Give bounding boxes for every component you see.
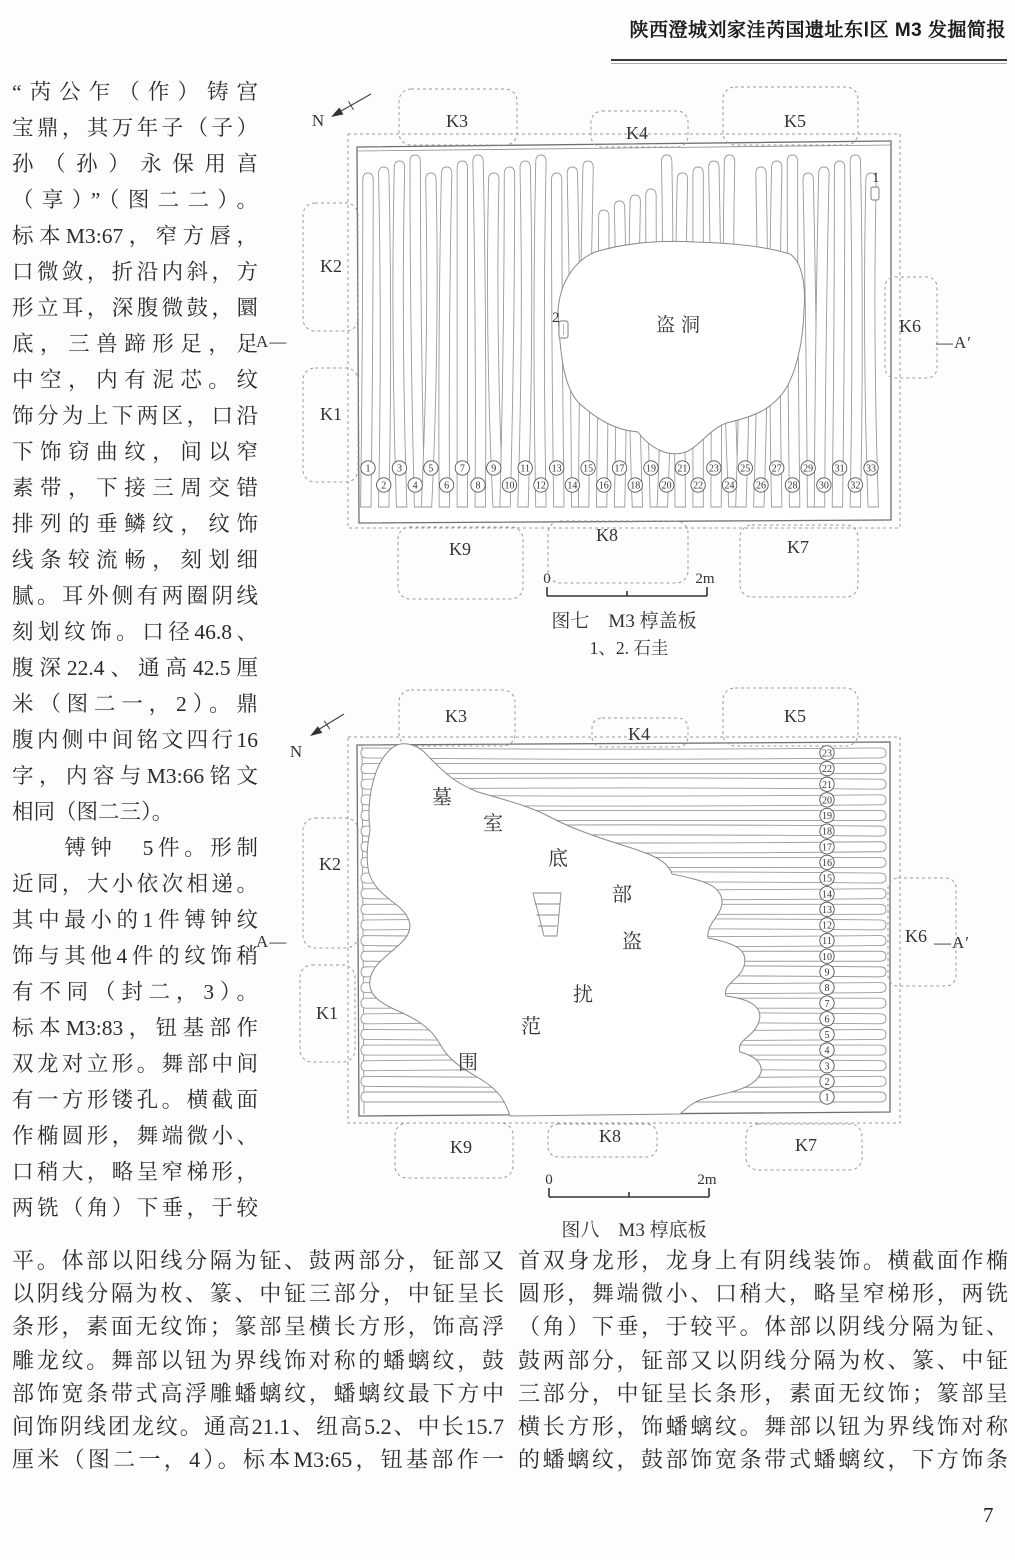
text-line: 首双身龙形，龙身上有阴线装饰。横截面作椭 (518, 1248, 1008, 1273)
north-label: N (289, 742, 303, 761)
plank-number: 20 (822, 795, 832, 807)
disturbed-area-char: 盗 (622, 931, 642, 953)
stone-gui-1-label: 1 (872, 170, 880, 186)
niche-k5-label: K5 (784, 111, 806, 131)
figure8-caption: 图八 M3 椁底板 (561, 1220, 707, 1241)
section-a-prime-label: —A′ (934, 933, 970, 952)
disturbed-area-char: 部 (612, 884, 632, 906)
text-line: 腹深22.4、通高42.5厘 (12, 656, 258, 680)
niche-k2 (303, 818, 358, 948)
scale-bar (547, 587, 707, 596)
plank-number: 3 (396, 463, 402, 475)
text-line: （享）”（图二二）。 (12, 188, 258, 212)
text-line: 横长方形，饰蟠螭纹。舞部以钮为界线饰对称 (518, 1414, 1008, 1440)
text-line: 饰分为上下两区，口沿 (12, 404, 258, 428)
plank-number: 25 (740, 463, 751, 475)
plank-number: 17 (822, 842, 832, 854)
plank-number: 9 (824, 967, 830, 979)
plank-number: 22 (822, 764, 832, 776)
north-arrow (331, 94, 371, 117)
text-line: 两铣（角）下垂，于较 (12, 1196, 258, 1220)
plank-number: 12 (535, 480, 546, 492)
text-line: 腻。耳外侧有两圈阴线 (12, 584, 258, 608)
niche-k2-label: K2 (319, 854, 341, 874)
plank-number: 16 (822, 858, 832, 869)
plank-number: 10 (504, 480, 515, 492)
text-line: 雕龙纹。舞部以钮为界线饰对称的蟠螭纹，鼓 (12, 1347, 504, 1373)
scale-bar (549, 1188, 709, 1197)
niche-k9-label: K9 (450, 1137, 472, 1157)
plank-number: 11 (520, 463, 531, 475)
stone-gui-2-label: 2 (552, 310, 560, 326)
text-line: 间饰阴线团龙纹。通高21.1、纽高5.2、中长15.7 (12, 1414, 504, 1440)
plank-number: 2 (381, 480, 387, 492)
plank (832, 161, 845, 507)
plank-number: 22 (693, 480, 704, 492)
niche-k4-label: K4 (626, 123, 648, 143)
plank-number: 3 (824, 1061, 830, 1073)
disturbed-area-char: 室 (483, 813, 503, 835)
disturbed-area-char: 围 (458, 1052, 478, 1074)
plank-number: 17 (614, 463, 625, 475)
text-line: 相同（图二三）。 (12, 800, 174, 824)
text-line: 标本M3:67，窄方唇， (12, 224, 258, 248)
disturbed-area-char: 墓 (432, 787, 452, 809)
plank-number: 18 (822, 826, 832, 838)
plank-number: 21 (677, 463, 688, 475)
text-line: 刻划纹饰。口径46.8、 (12, 620, 258, 644)
text-line: 有不同（封二，3）。 (12, 980, 258, 1004)
plank-number: 1 (365, 463, 371, 475)
plank-number: 9 (491, 463, 497, 475)
text-line: （角）下垂，于较平。体部以阴线分隔为钲、 (518, 1314, 1008, 1340)
plank-number: 19 (645, 463, 656, 475)
text-line: 素带，下接三周交错 (12, 476, 258, 500)
plank-number: 23 (822, 748, 832, 760)
plank (361, 173, 374, 507)
disturbed-area-char: 扰 (573, 984, 593, 1006)
text-line: 以阴线分隔为枚、篆、中钲三部分，中钲呈长 (12, 1281, 504, 1307)
text-line: 形立耳，深腹微鼓，圜 (12, 296, 258, 320)
niche-k5-label: K5 (784, 706, 806, 726)
stone-gui-1 (871, 187, 879, 200)
plank-number: 6 (824, 1014, 830, 1026)
text-line: 腹内侧中间铭文四行16 (12, 728, 258, 752)
disturbed-area-char: 底 (548, 848, 568, 870)
text-line: 宝鼎，其万年子（子） (12, 116, 258, 140)
plank-number: 4 (824, 1045, 830, 1057)
plank-number: 33 (866, 463, 877, 475)
section-a-label: A— (256, 932, 288, 951)
scale-start: 0 (543, 571, 551, 587)
north-arrow (310, 714, 344, 736)
plank-number: 7 (459, 463, 465, 475)
text-line: 近同，大小依次相递。 (12, 872, 258, 896)
running-head-title: 陕西澄城刘家洼芮国遗址东Ⅰ区 M3 发掘简报 (629, 20, 1006, 41)
text-line: 线条较流畅，刻划细 (12, 548, 258, 572)
niche-k8-label: K8 (599, 1126, 621, 1146)
plank-number: 19 (822, 811, 832, 823)
niche-k2-label: K2 (320, 256, 342, 276)
plank-number: 14 (822, 889, 832, 901)
text-line: 口稍大，略呈窄梯形， (12, 1160, 258, 1184)
text-line: 米（图二一，2）。鼎 (12, 692, 258, 716)
text-line: 镈钟 5件。形制 (12, 836, 258, 860)
plank-number: 8 (475, 480, 481, 492)
niche-k9 (398, 527, 523, 599)
plank-number: 12 (822, 920, 832, 932)
niche-k3-label: K3 (445, 706, 467, 726)
robber-hole-label: 盗洞 (656, 315, 707, 336)
plank-number: 31 (834, 463, 845, 475)
niche-k4-label: K4 (628, 724, 650, 744)
plank-number: 4 (412, 480, 418, 492)
text-line: 孙（孙）永保用亯 (12, 152, 258, 176)
text-line: 中空，内有泥芯。纹 (12, 368, 258, 392)
figure8-bottom-planks (256, 688, 970, 1241)
text-line: 其中最小的1件镈钟纹 (12, 908, 258, 932)
north-label: N (311, 111, 325, 130)
scale-end: 2m (695, 571, 715, 587)
plank-number: 5 (428, 463, 434, 475)
disturbed-area-char: 范 (521, 1016, 541, 1038)
page-number: 7 (983, 1503, 994, 1527)
plank-number: 6 (444, 480, 450, 492)
niche-k1-label: K1 (320, 404, 342, 424)
plank-number: 1 (824, 1092, 830, 1104)
niche-k7-label: K7 (795, 1135, 817, 1155)
plank (379, 167, 391, 507)
figure7-cover-planks (256, 87, 972, 658)
plank (361, 748, 886, 759)
text-line: 作椭圆形，舞端微小、 (12, 1124, 258, 1148)
text-line: 饰与其他4件的纹饰稍 (12, 944, 258, 968)
text-line: 平。体部以阳线分隔为钲、鼓两部分，钲部又 (12, 1248, 504, 1273)
text-line: 底，三兽蹄形足，足 (12, 332, 258, 356)
niche-k6-label: K6 (905, 926, 927, 946)
plank-number: 16 (598, 480, 609, 492)
bottom-plank-numbers (820, 746, 834, 1104)
plank-number: 30 (818, 480, 829, 492)
text-line: 鼓两部分，钲部又以阴线分隔为枚、篆、中钲 (518, 1347, 1008, 1373)
plank-number: 7 (824, 998, 830, 1010)
text-line: 排列的垂鳞纹，纹饰 (12, 512, 258, 536)
text-line: 标本M3:83，钮基部作 (12, 1016, 258, 1040)
plank-number: 13 (551, 463, 562, 475)
plank-number: 8 (824, 983, 830, 995)
plank-number: 11 (822, 936, 832, 948)
niche-k9-label: K9 (449, 539, 471, 559)
plank-number: 15 (822, 873, 832, 885)
niche-k7 (740, 525, 858, 597)
plank-number: 26 (756, 480, 766, 492)
niche-k8-label: K8 (596, 525, 618, 545)
figure7-caption: 图七 M3 椁盖板 (551, 611, 697, 632)
scale-start: 0 (545, 1172, 553, 1188)
text-line: “芮公乍（作）铸宫 (12, 80, 258, 104)
plank-number: 5 (824, 1030, 830, 1042)
scale-end: 2m (697, 1172, 717, 1188)
niche-k1-label: K1 (316, 1003, 338, 1023)
niche-k8 (548, 521, 688, 583)
niche-k1 (303, 368, 358, 482)
section-a-label: A— (256, 332, 288, 351)
plank (457, 161, 467, 507)
text-line: 双龙对立形。舞部中间 (12, 1052, 258, 1076)
text-line: 口微敛，折沿内斜，方 (12, 260, 258, 284)
plank-number: 14 (567, 480, 578, 492)
text-line: 圆形，舞端微小、口稍大，略呈窄梯形，两铣 (518, 1281, 1008, 1307)
plank-number: 27 (771, 463, 782, 475)
plank-number: 18 (630, 480, 641, 492)
plank-number: 23 (708, 463, 719, 475)
text-line: 部饰宽条带式高浮雕蟠螭纹，蟠螭纹最下方中 (12, 1380, 504, 1406)
text-line: 厘米（图二一，4）。标本M3:65，钮基部作一 (12, 1447, 504, 1473)
plank-number: 20 (661, 480, 672, 492)
text-line: 三部分，中钲呈长条形，素面无纹饰；篆部呈 (518, 1380, 1008, 1406)
plank-number: 21 (822, 779, 832, 791)
niche-k3-label: K3 (446, 111, 468, 131)
text-line: 有一方形镂孔。横截面 (12, 1088, 258, 1112)
plank-number: 29 (803, 463, 814, 475)
plank-number: 28 (787, 480, 798, 492)
plank-number: 10 (822, 951, 832, 963)
plank-number: 2 (824, 1076, 830, 1088)
plank-number: 15 (583, 463, 594, 475)
text-line: 下饰窃曲纹，间以窄 (12, 440, 258, 464)
text-line: 字，内容与M3:66铭文 (12, 764, 258, 788)
niche-k7-label: K7 (787, 537, 809, 557)
section-a-prime-label: —A′ (936, 333, 972, 352)
plank (850, 155, 862, 507)
plank-number: 24 (724, 480, 735, 492)
plank (534, 155, 546, 507)
plank-number: 13 (822, 904, 832, 916)
text-line: 条形，素面无纹饰；篆部呈横长方形，饰高浮 (12, 1314, 504, 1340)
plank-number: 32 (850, 480, 861, 492)
text-line: 的蟠螭纹，鼓部饰宽条带式蟠螭纹，下方饰条 (518, 1447, 1008, 1473)
niche-k6-label: K6 (899, 316, 921, 336)
figure7-subcaption: 1、2. 石圭 (589, 638, 669, 658)
